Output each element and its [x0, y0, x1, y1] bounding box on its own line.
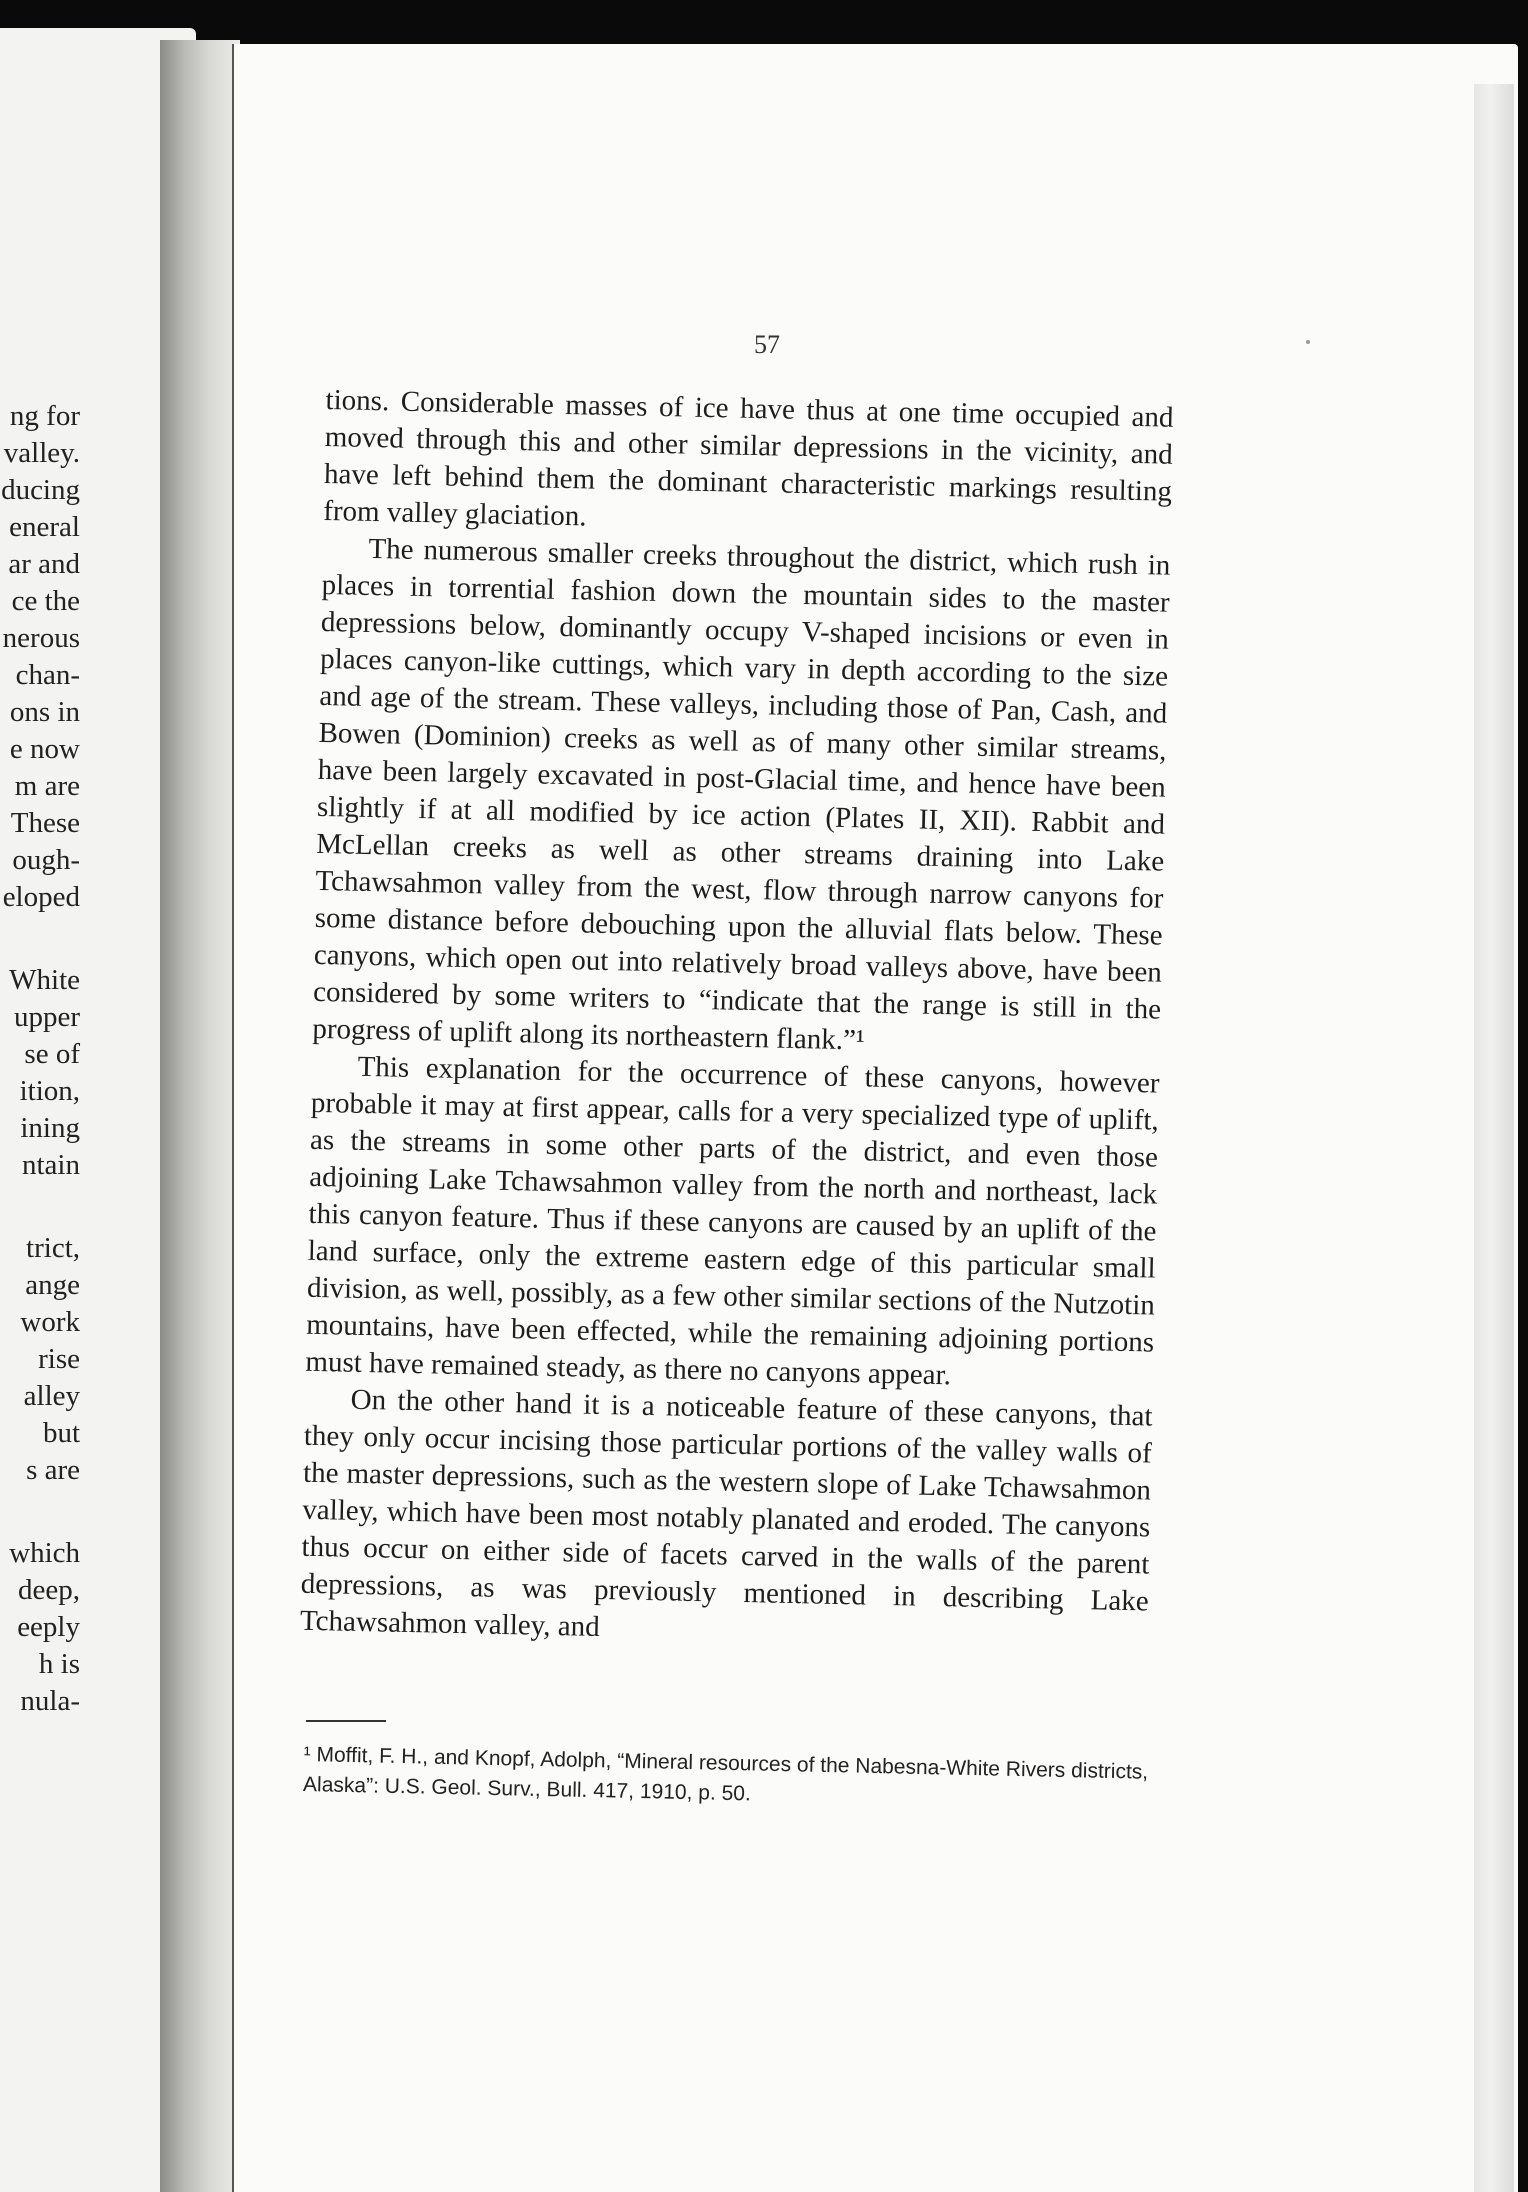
paragraph: tions. Considerable masses of ice have thus at one time occupied and moved through this and other similar depressions in the vicinity, and have left behind them the dominant characteristic markings resulting from valley glaciation.	[322, 383, 1174, 533]
left-page-line: alley	[23, 1380, 80, 1412]
left-page-line: h is	[38, 1648, 80, 1680]
left-page-line: nerous	[2, 622, 80, 654]
left-page-line: valley.	[3, 437, 80, 469]
page-edge	[1474, 84, 1514, 2192]
left-page-line: ons in	[9, 696, 80, 728]
left-page-line: eeply	[17, 1611, 80, 1643]
left-page-line: ining	[20, 1112, 80, 1144]
left-page-line: ntain	[22, 1149, 80, 1181]
left-page-line: ducing	[1, 474, 80, 506]
left-page-line: upper	[13, 1001, 80, 1033]
left-page-line: ce the	[11, 585, 80, 617]
dust-speck	[1306, 340, 1310, 344]
left-page-line: ng for	[9, 400, 80, 432]
left-page-line: ange	[25, 1269, 80, 1301]
left-page-line: White	[9, 964, 80, 996]
left-page-line: e now	[9, 733, 80, 765]
body-text	[300, 382, 1174, 1657]
left-page-line: These	[10, 807, 80, 839]
left-page-line: but	[42, 1417, 80, 1449]
left-page-line: deep,	[18, 1574, 80, 1606]
page-number: 57	[754, 330, 780, 359]
left-page-line: ough-	[12, 844, 80, 876]
footnote-text: ¹ Moffit, F. H., and Knopf, Adolph, “Mineral resources of the Nabesna-White Rivers districts, Alaska”: U.S. Geol. Surv., Bull. 417, 1910, p. 50.	[302, 1742, 1149, 1806]
book-gutter	[160, 40, 240, 2192]
left-page-line: eloped	[2, 881, 80, 913]
left-page-line: eneral	[9, 511, 80, 543]
paragraph: On the other hand it is a noticeable feature of these canyons, that they only occur incising those particular portions of the valley walls of the master depressions, such as the western slope of Lake Tchawsahmon valley, which have been most notably planated and eroded. The canyons thus occur on either side of facets carved in the walls of the parent depressions, as was previously mentioned in describing Lake Tchawsahmon valley, and	[299, 1383, 1153, 1644]
left-page-line: se of	[24, 1038, 80, 1070]
left-page-line: s are	[26, 1454, 80, 1486]
left-page-line: m are	[14, 770, 80, 802]
paragraph: The numerous smaller creeks throughout the district, which rush in places in torrential fashion down the mountain sides to the master depressions below, dominantly occupy V-shaped incisions or even in places canyon-like cuttings, which vary in depth according to the size and age of the stream. These valleys, including those of Pan, Cash, and Bowen (Dominion) creeks as well as of many other similar streams, have been largely excavated in post-Glacial time, and hence have been slightly if at all modified by ice action (Plates II, XII). Rabbit and McLellan creeks as well as other streams draining into Lake Tchawsahmon valley from the west, flow through narrow canyons for some distance before debouching upon the alluvial flats below. These canyons, which open out into relatively broad valleys above, have been considered by some writers to “indicate that the range is still in the progress of uplift along its northeastern flank.”¹	[312, 532, 1171, 1057]
left-page-line: nula-	[20, 1685, 80, 1717]
left-page-line: rise	[38, 1343, 80, 1375]
left-page-line: trict,	[26, 1232, 80, 1264]
left-page-line: work	[20, 1306, 80, 1338]
left-page-line: chan-	[15, 659, 80, 691]
left-page-line: which	[9, 1537, 80, 1569]
left-page-line: ition,	[19, 1075, 80, 1107]
footnote-rule	[306, 1720, 386, 1722]
paragraph: This explanation for the occurrence of these canyons, however probable it may at first appear, calls for a very specialized type of uplift, as the streams in some other parts of the district, and even those adjoining Lake Tchawsahmon valley from the north and northeast, lack this canyon feature. Thus if these canyons are caused by an uplift of the land surface, only the extreme eastern edge of this particular small division, as well, possibly, as a few other similar sections of the Nutzotin mountains, have been effected, while the remaining adjoining portions must have remained steady, as there no canyons appear.	[305, 1050, 1160, 1392]
left-page-line: ar and	[8, 548, 80, 580]
